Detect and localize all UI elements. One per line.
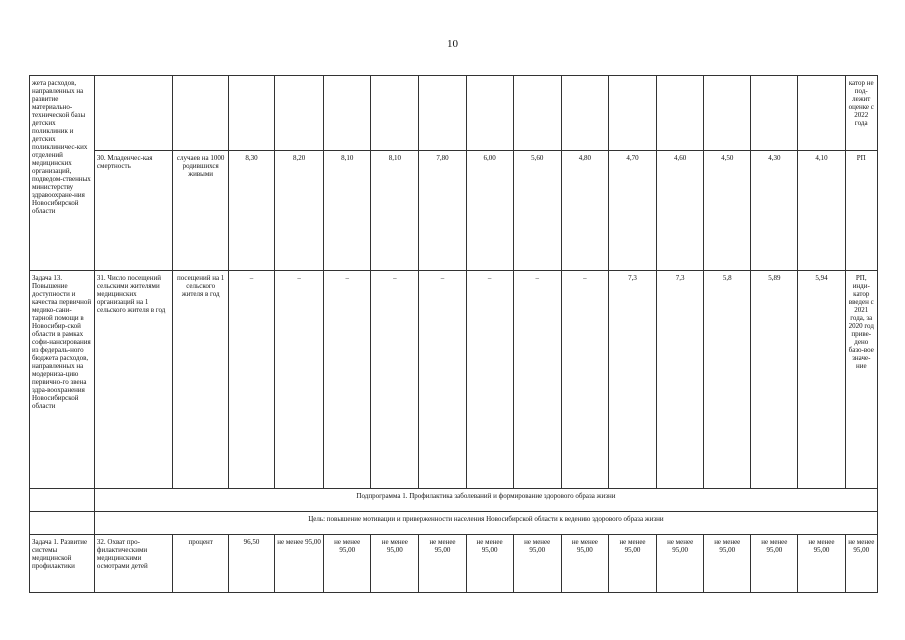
value-cell: не менее 95,00 [657, 535, 704, 593]
subprogram-row [30, 489, 878, 512]
spacer-cell [30, 489, 95, 512]
value-cell: 8,20 [274, 151, 323, 271]
indicator-cell: 32. Охват про-филактическими медицинскими осмотрами детей [94, 535, 173, 593]
indicators-table [29, 75, 878, 593]
value-cell: – [513, 271, 561, 489]
value-cell: 8,10 [324, 151, 371, 271]
value-cell: не менее 95,00 [419, 535, 466, 593]
value-cell: 7,80 [419, 151, 466, 271]
page-number: 10 [447, 38, 458, 50]
value-cell: 5,60 [513, 151, 561, 271]
value-cell: 7,3 [608, 271, 656, 489]
base-cell: 96,50 [228, 535, 274, 593]
value-cell: не менее 95,00 [751, 535, 798, 593]
base-cell: – [228, 271, 274, 489]
value-cell: 4,50 [704, 151, 751, 271]
value-cell: 4,60 [657, 151, 704, 271]
table-row [30, 76, 878, 151]
value-cell: 4,30 [751, 151, 798, 271]
value-cell: не менее 95,00 [608, 535, 656, 593]
value-cell: не менее 95,00 [371, 535, 419, 593]
value-cell [704, 76, 751, 151]
unit-cell [173, 76, 228, 151]
value-cell [751, 76, 798, 151]
value-cell [324, 76, 371, 151]
value-cell: не менее 95,00 [798, 535, 845, 593]
value-cell: – [419, 271, 466, 489]
indicator-cell: 30. Младенчес-кая смертность [94, 151, 173, 271]
value-cell: не менее 95,00 [274, 535, 323, 593]
value-cell: 5,89 [751, 271, 798, 489]
goal-title: Цель: повышение мотивации и приверженности населения Новосибирской области к ведению здорового образа жизни [94, 512, 877, 535]
task-cell: Задача 13. Повышение доступности и качества первичной медико-сани-тарной помощи в Новосибир-ской области в рамках софи-нансирования из федераль-ного бюджета расходов, направленных на модерниза-цию первично-го звена здра-воохранения Новосибирской области [30, 271, 95, 489]
base-cell [228, 76, 274, 151]
value-cell: 6,00 [466, 151, 513, 271]
value-cell: – [466, 271, 513, 489]
value-cell: не менее 95,00 [466, 535, 513, 593]
note-cell: РП, инди-катор введен с 2021 года, за 2020 год приве-дено базо-вое значе-ние [845, 271, 877, 489]
note-cell: РП [845, 151, 877, 271]
value-cell: 4,80 [561, 151, 608, 271]
goal-row [30, 512, 878, 535]
indicator-cell [94, 76, 173, 151]
unit-cell: случаев на 1000 родившихся живыми [173, 151, 228, 271]
value-cell: 8,10 [371, 151, 419, 271]
value-cell [466, 76, 513, 151]
value-cell: – [324, 271, 371, 489]
task-cell: Задача 1. Развитие системы медицинской профилактики [30, 535, 95, 593]
table-row [30, 151, 878, 271]
unit-cell: процент [173, 535, 228, 593]
table-row [30, 271, 878, 489]
value-cell: – [371, 271, 419, 489]
value-cell [419, 76, 466, 151]
task-cell: жета расходов, направленных на развитие материально-технической базы детских поликлиник и детских поликлиничес-ких отделений медицинских организаций, подведом-ственных министерству здравоохране-ния Новосибирской области [30, 76, 95, 271]
table-row [30, 535, 878, 593]
value-cell [561, 76, 608, 151]
value-cell [513, 76, 561, 151]
indicator-cell: 31. Число посещений сельскими жителями медицинских организаций на 1 сельского жителя в год [94, 271, 173, 489]
value-cell: 5,8 [704, 271, 751, 489]
value-cell: 4,70 [608, 151, 656, 271]
value-cell [371, 76, 419, 151]
value-cell [608, 76, 656, 151]
value-cell: 5,94 [798, 271, 845, 489]
value-cell: 7,3 [657, 271, 704, 489]
value-cell: не менее 95,00 [561, 535, 608, 593]
value-cell: не менее 95,00 [513, 535, 561, 593]
value-cell: 4,10 [798, 151, 845, 271]
value-cell: не менее 95,00 [704, 535, 751, 593]
value-cell [798, 76, 845, 151]
unit-cell: посещений на 1 сельского жителя в год [173, 271, 228, 489]
subprogram-title: Подпрограмма 1. Профилактика заболеваний и формирование здорового образа жизни [94, 489, 877, 512]
value-cell: не менее 95,00 [324, 535, 371, 593]
value-cell [657, 76, 704, 151]
value-cell: не менее 95,00 [845, 535, 877, 593]
value-cell [274, 76, 323, 151]
value-cell: – [561, 271, 608, 489]
base-cell: 8,30 [228, 151, 274, 271]
note-cell: катор не под-лежит оценке с 2022 года [845, 76, 877, 151]
spacer-cell [30, 512, 95, 535]
value-cell: – [274, 271, 323, 489]
